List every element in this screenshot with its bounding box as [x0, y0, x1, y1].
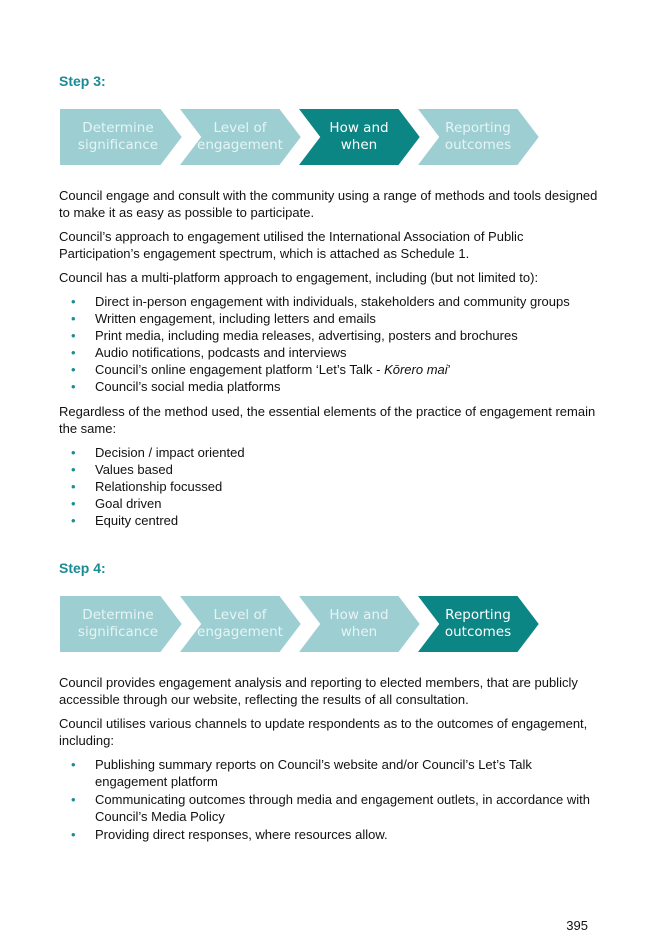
paragraph: Council utilises various channels to update respondents as to the outcomes of engagement, including:: [59, 716, 588, 748]
chevron-label: engagement: [197, 624, 283, 640]
essential-elements-list: [59, 444, 599, 529]
chevron-label: when: [340, 624, 378, 640]
list-item: • Communicating outcomes through media and engagement outlets, in accordance with Council’s Media Policy: [71, 792, 591, 824]
chevron-step-1: [59, 595, 183, 653]
step-4-heading: Step 4:: [59, 560, 106, 576]
list-item: • Audio notifications, podcasts and interviews: [71, 345, 347, 360]
list-item: • Relationship focussed: [71, 479, 223, 494]
bullet-icon: •: [71, 294, 76, 309]
bullet-icon: •: [71, 479, 76, 494]
list-item: • Written engagement, including letters and emails: [71, 311, 376, 326]
bullet-icon: •: [71, 445, 76, 460]
list-item: • Council’s social media platforms: [71, 379, 281, 394]
chevron-step-1: [59, 108, 183, 166]
chevron-label: How and: [329, 607, 389, 623]
outcome-channels-list: [59, 756, 599, 843]
chevron-label: Reporting: [445, 607, 511, 623]
chevron-step-2: [178, 108, 302, 166]
bullet-icon: •: [71, 345, 76, 360]
bullet-icon: •: [71, 827, 76, 842]
chevron-label: Determine: [82, 607, 154, 623]
list-item: • Print media, including media releases, advertising, posters and brochures: [71, 328, 518, 343]
chevron-label: when: [340, 137, 378, 153]
paragraph: Council engage and consult with the community using a range of methods and tools designed to make it as easy as possible to participate.: [59, 188, 598, 220]
step-4-intro: [59, 674, 599, 749]
chevron-step-2: [178, 595, 302, 653]
chevron-step-3: [297, 595, 421, 653]
list-item: • Equity centred: [71, 513, 179, 528]
chevron-label: How and: [329, 120, 389, 136]
chevron-label: outcomes: [444, 137, 512, 153]
bullet-icon: •: [71, 311, 76, 326]
paragraph: Council provides engagement analysis and reporting to elected members, that are publicly accessible through our website, reflecting the results of all consultation.: [59, 675, 578, 707]
chevron-label: Reporting: [445, 120, 511, 136]
paragraph: Council’s approach to engagement utilised the International Association of Public Participation’s engagement spectrum, which is attached as Schedule 1.: [59, 229, 524, 261]
chevron-step-4: [416, 108, 540, 166]
elements-intro: [59, 403, 599, 437]
list-item: • Decision / impact oriented: [71, 445, 245, 460]
chevron-label: significance: [77, 624, 159, 640]
bullet-icon: •: [71, 328, 76, 343]
bullet-icon: •: [71, 513, 76, 528]
step-3-intro: [59, 187, 599, 286]
list-item: • Publishing summary reports on Council’s website and/or Council’s Let’s Talk engagement platform: [71, 757, 532, 789]
bullet-icon: •: [71, 757, 76, 772]
chevron-step-3: [297, 108, 421, 166]
bullet-icon: •: [71, 379, 76, 394]
chevron-label: Determine: [82, 120, 154, 136]
step-3-process-diagram: [59, 108, 565, 166]
paragraph: Regardless of the method used, the essential elements of the practice of engagement remain the same:: [59, 404, 596, 436]
bullet-icon: •: [71, 496, 76, 511]
chevron-label: engagement: [197, 137, 283, 153]
bullet-icon: •: [71, 362, 76, 377]
chevron-step-4: [416, 595, 540, 653]
bullet-icon: •: [71, 792, 76, 807]
list-item: • Direct in-person engagement with individuals, stakeholders and community groups: [71, 294, 570, 309]
chevron-label: Level of: [213, 607, 267, 623]
chevron-label: Level of: [213, 120, 267, 136]
page-number: 395: [566, 918, 588, 933]
list-item: • Council’s online engagement platform ‘Let’s Talk - Kōrero mai’: [71, 362, 451, 377]
bullet-icon: •: [71, 462, 76, 477]
chevron-label: outcomes: [444, 624, 512, 640]
step-3-heading: Step 3:: [59, 73, 106, 89]
list-item: • Values based: [71, 462, 173, 477]
list-item: • Goal driven: [71, 496, 162, 511]
step-4-process-diagram: [59, 595, 565, 653]
platform-name: Kōrero mai: [384, 362, 448, 377]
chevron-label: significance: [77, 137, 159, 153]
engagement-methods-list: [59, 293, 599, 395]
paragraph: Council has a multi-platform approach to engagement, including (but not limited to):: [59, 270, 539, 285]
list-item: • Providing direct responses, where resources allow.: [71, 827, 388, 842]
